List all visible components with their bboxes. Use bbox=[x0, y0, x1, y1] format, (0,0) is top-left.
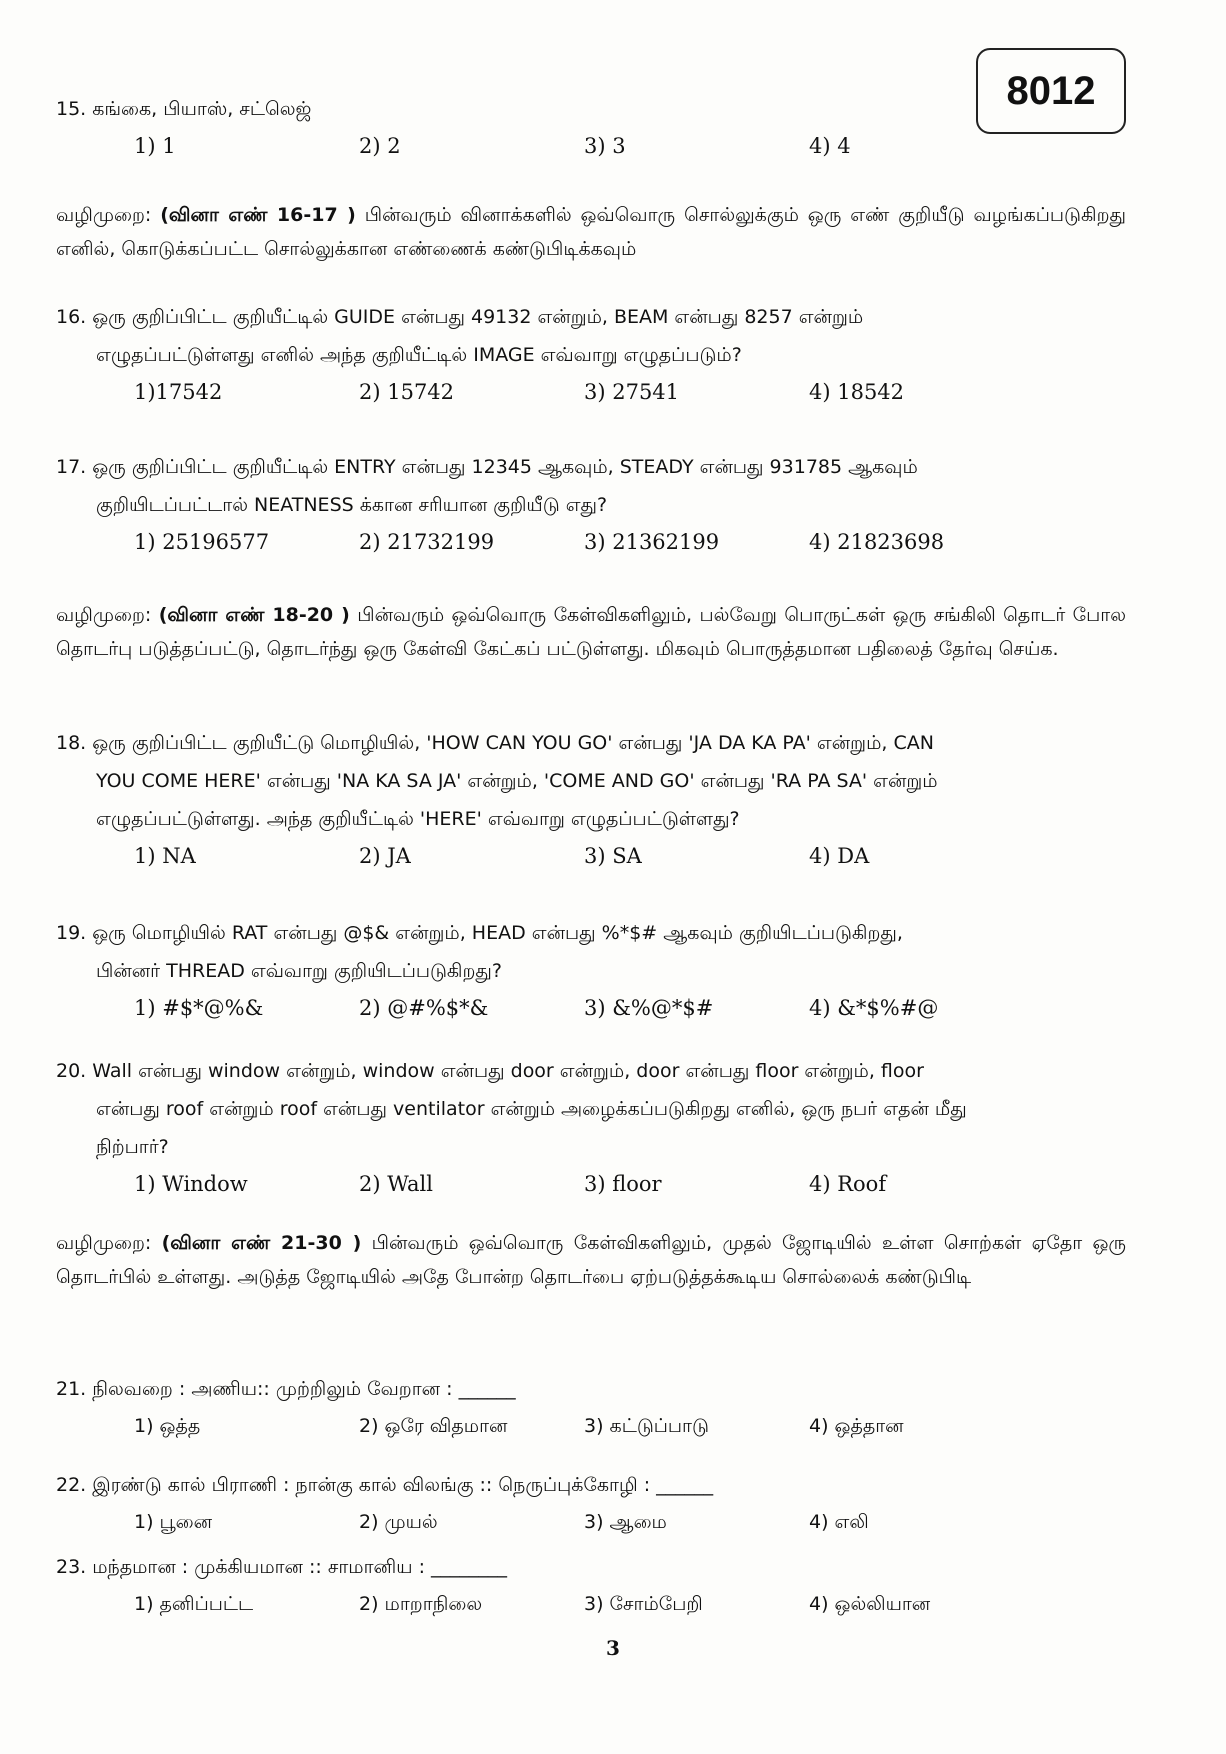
option-1[interactable]: 1) பூனை bbox=[134, 1511, 213, 1533]
option-1[interactable]: 1)17542 bbox=[134, 380, 223, 404]
instruction-prefix: வழிமுறை: bbox=[56, 604, 159, 626]
option-3[interactable]: 3) floor bbox=[584, 1172, 662, 1196]
instruction-21-30 bbox=[56, 1226, 1126, 1294]
option-3[interactable]: 3) சோம்பேறி bbox=[584, 1593, 703, 1615]
question-text: 15. கங்கை, பியாஸ், சட்லெஜ் bbox=[56, 98, 312, 120]
option-4[interactable]: 4) 4 bbox=[809, 134, 851, 158]
page-number: 3 bbox=[606, 1636, 620, 1660]
option-3[interactable]: 3) கட்டுப்பாடு bbox=[584, 1415, 709, 1437]
instruction-16-17 bbox=[56, 198, 1126, 266]
instruction-text: பின்வரும் வினாக்களில் ஒவ்வொரு சொல்லுக்கும் ஒரு எண் குறியீடு வழங்கப்படுகிறது எனில், கொடுக்கப்பட்ட சொல்லுக்கான எண்ணைக் கண்டுபிடிக்கவும் bbox=[56, 204, 1126, 260]
option-3[interactable]: 3) ஆமை bbox=[584, 1511, 667, 1533]
instruction-prefix: வழிமுறை: bbox=[56, 1232, 162, 1254]
question-text: 22. இரண்டு கால் பிராணி : நான்கு கால் விலங்கு :: நெருப்புக்கோழி : ______ bbox=[56, 1474, 714, 1496]
option-1[interactable]: 1) 1 bbox=[134, 134, 176, 158]
options bbox=[56, 838, 1126, 874]
option-4[interactable]: 4) ஒத்தான bbox=[809, 1415, 904, 1437]
question-16 bbox=[56, 298, 1126, 410]
options bbox=[56, 1166, 1126, 1202]
options bbox=[56, 524, 1126, 560]
instruction-range: (வினா எண் 21-30 ) bbox=[161, 1232, 362, 1254]
option-2[interactable]: 2) 21732199 bbox=[359, 530, 495, 554]
question-22 bbox=[56, 1466, 1126, 1540]
question-20 bbox=[56, 1052, 1126, 1202]
question-21 bbox=[56, 1370, 1126, 1444]
question-17 bbox=[56, 448, 1126, 560]
question-15 bbox=[56, 90, 1126, 164]
options bbox=[56, 1586, 1126, 1622]
question-line-1: 19. ஒரு மொழியில் RAT என்பது @$& என்றும், HEAD என்பது %*$# ஆகவும் குறியிடப்படுகிறது, bbox=[56, 922, 903, 944]
option-3[interactable]: 3) SA bbox=[584, 844, 642, 868]
question-line-1: 18. ஒரு குறிப்பிட்ட குறியீட்டு மொழியில், 'HOW CAN YOU GO' என்பது 'JA DA KA PA' என்றும், CAN bbox=[56, 732, 934, 754]
option-2[interactable]: 2) 15742 bbox=[359, 380, 455, 404]
option-1[interactable]: 1) NA bbox=[134, 844, 196, 868]
question-text: 23. மந்தமான : முக்கியமான :: சாமானிய : ________ bbox=[56, 1556, 508, 1578]
instruction-text: பின்வரும் ஒவ்வொரு கேள்விகளிலும், பல்வேறு பொருட்கள் ஒரு சங்கிலி தொடர் போல தொடர்பு படுத்தப்பட்டு, தொடர்ந்து ஒரு கேள்வி கேட்கப் பட்டுள்ளது. மிகவும் பொருத்தமான பதிலைத் தேர்வு செய்க. bbox=[56, 604, 1126, 660]
options bbox=[56, 1408, 1126, 1444]
instruction-text: பின்வரும் ஒவ்வொரு கேள்விகளிலும், முதல் ஜோடியில் உள்ள சொற்கள் ஏதோ ஒரு தொடர்பில் உள்ளது. அடுத்த ஜோடியில் அதே போன்ற தொடர்பை ஏற்படுத்தக்கூடிய சொல்லைக் கண்டுபிடி bbox=[56, 1232, 1126, 1288]
option-2[interactable]: 2) மாறாநிலை bbox=[359, 1593, 483, 1615]
instruction-range: (வினா எண் 18-20 ) bbox=[158, 604, 350, 626]
instruction-range: (வினா எண் 16-17 ) bbox=[160, 204, 356, 226]
option-2[interactable]: 2) @#%$*& bbox=[359, 996, 489, 1020]
option-4[interactable]: 4) ஒல்லியான bbox=[809, 1593, 931, 1615]
option-1[interactable]: 1) #$*@%& bbox=[134, 996, 264, 1020]
option-4[interactable]: 4) 18542 bbox=[809, 380, 905, 404]
question-line-1: 17. ஒரு குறிப்பிட்ட குறியீட்டில் ENTRY என்பது 12345 ஆகவும், STEADY என்பது 931785 ஆகவும் bbox=[56, 456, 918, 478]
option-1[interactable]: 1) Window bbox=[134, 1172, 248, 1196]
options bbox=[56, 990, 1126, 1026]
question-line-2: YOU COME HERE' என்பது 'NA KA SA JA' என்றும், 'COME AND GO' என்பது 'RA PA SA' என்றும் bbox=[96, 770, 938, 792]
option-1[interactable]: 1) 25196577 bbox=[134, 530, 270, 554]
instruction-18-20 bbox=[56, 598, 1126, 666]
question-19 bbox=[56, 914, 1126, 1026]
question-23 bbox=[56, 1548, 1126, 1622]
options bbox=[56, 128, 1126, 164]
question-line-2: பின்னர் THREAD எவ்வாறு குறியிடப்படுகிறது? bbox=[96, 960, 502, 982]
option-4[interactable]: 4) DA bbox=[809, 844, 870, 868]
question-line-1: 16. ஒரு குறிப்பிட்ட குறியீட்டில் GUIDE என்பது 49132 என்றும், BEAM என்பது 8257 என்றும் bbox=[56, 306, 864, 328]
option-3[interactable]: 3) 21362199 bbox=[584, 530, 720, 554]
option-4[interactable]: 4) Roof bbox=[809, 1172, 887, 1196]
question-line-1: 20. Wall என்பது window என்றும், window என்பது door என்றும், door என்பது floor என்றும், floor bbox=[56, 1060, 924, 1082]
options bbox=[56, 374, 1126, 410]
paper-code-box: 8012 bbox=[976, 48, 1126, 134]
instruction-prefix: வழிமுறை: bbox=[56, 204, 161, 226]
option-1[interactable]: 1) தனிப்பட்ட bbox=[134, 1593, 254, 1615]
option-3[interactable]: 3) 27541 bbox=[584, 380, 680, 404]
question-line-3: எழுதப்பட்டுள்ளது. அந்த குறியீட்டில் 'HERE' எவ்வாறு எழுதப்பட்டுள்ளது? bbox=[96, 808, 740, 830]
question-line-3: நிற்பார்? bbox=[96, 1136, 169, 1158]
option-2[interactable]: 2) Wall bbox=[359, 1172, 433, 1196]
option-1[interactable]: 1) ஒத்த bbox=[134, 1415, 201, 1437]
option-4[interactable]: 4) எலி bbox=[809, 1511, 869, 1533]
option-2[interactable]: 2) முயல் bbox=[359, 1511, 438, 1533]
option-2[interactable]: 2) 2 bbox=[359, 134, 401, 158]
question-text: 21. நிலவறை : அணிய:: முற்றிலும் வேறான : ______ bbox=[56, 1378, 516, 1400]
question-18 bbox=[56, 724, 1126, 874]
option-2[interactable]: 2) JA bbox=[359, 844, 411, 868]
question-line-2: என்பது roof என்றும் roof என்பது ventilator என்றும் அழைக்கப்படுகிறது எனில், ஒரு நபர் எதன் மீது bbox=[96, 1098, 967, 1120]
option-4[interactable]: 4) &*$%#@ bbox=[809, 996, 939, 1020]
option-3[interactable]: 3) 3 bbox=[584, 134, 626, 158]
option-3[interactable]: 3) &%@*$# bbox=[584, 996, 714, 1020]
options bbox=[56, 1504, 1126, 1540]
option-2[interactable]: 2) ஒரே விதமான bbox=[359, 1415, 508, 1437]
question-line-2: குறியிடப்பட்டால் NEATNESS க்கான சரியான குறியீடு எது? bbox=[96, 494, 608, 516]
option-4[interactable]: 4) 21823698 bbox=[809, 530, 945, 554]
question-line-2: எழுதப்பட்டுள்ளது எனில் அந்த குறியீட்டில் IMAGE எவ்வாறு எழுதப்படும்? bbox=[96, 344, 742, 366]
